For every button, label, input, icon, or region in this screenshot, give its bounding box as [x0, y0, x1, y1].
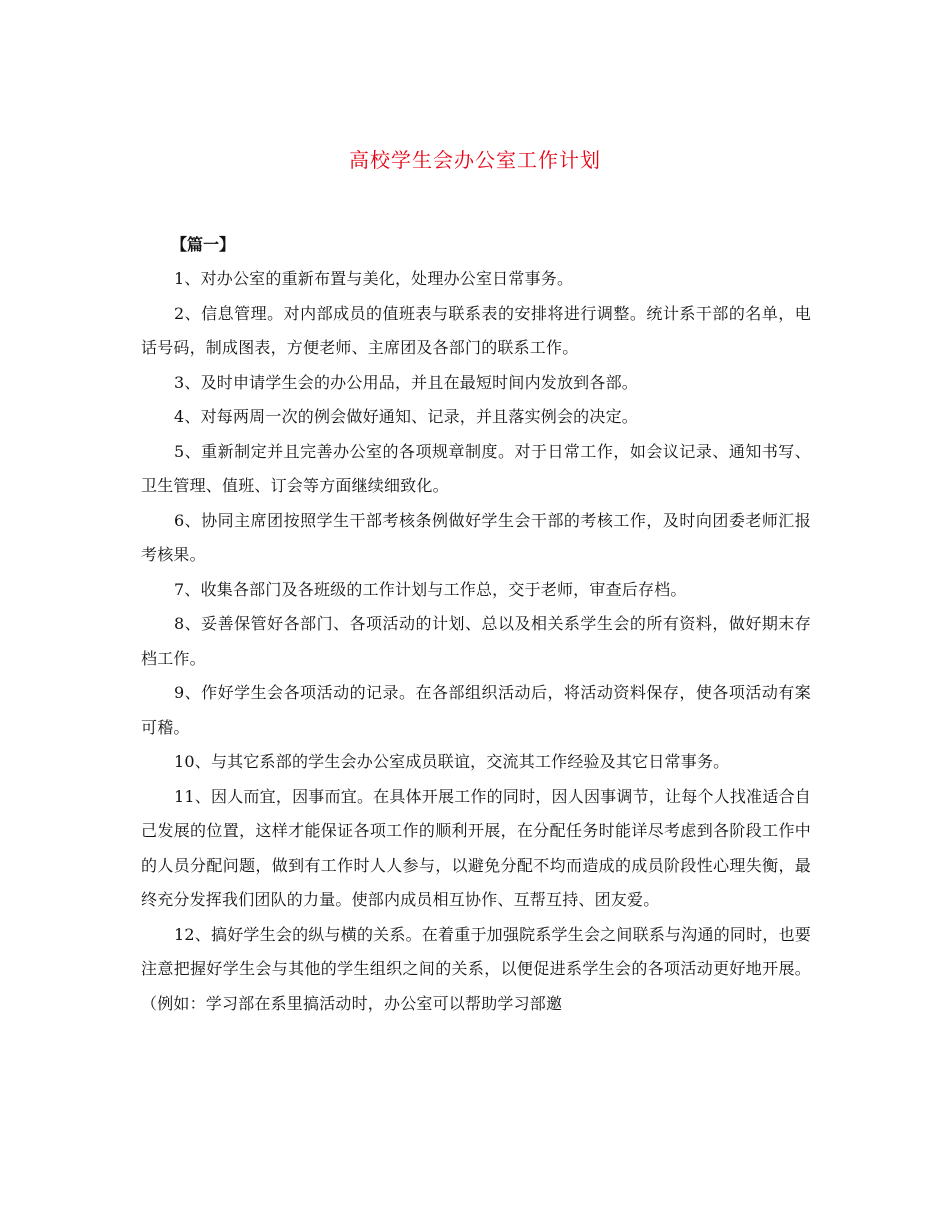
paragraph-2: 2、信息管理。对内部成员的值班表与联系表的安排将进行调整。统计系干部的名单，电话号码，制成图表，方便老师、主席团及各部门的联系工作。 [141, 303, 811, 357]
paragraph-3: 3、及时申请学生会的办公用品，并且在最短时间内发放到各部。 [174, 372, 638, 392]
paragraph-7: 7、收集各部门及各班级的工作计划与工作总，交于老师，审查后存档。 [174, 579, 687, 599]
section-heading: 【篇一】 [171, 235, 236, 254]
paragraph-6: 6、协同主席团按照学生干部考核条例做好学生会干部的考核工作，及时向团委老师汇报考核果。 [141, 510, 811, 564]
paragraph-8: 8、妥善保管好各部门、各项活动的计划、总以及相关系学生会的所有资料，做好期末存档工作。 [141, 614, 811, 668]
paragraph-11: 11、因人而宜，因事而宜。在具体开展工作的同时，因人因事调节，让每个人找准适合自己发展的位置，这样才能保证各项工作的顺利开展，在分配任务时能详尽考虑到各阶段工作中的人员分配问题，做到有工作时人人参与，以避免分配不均而造成的成员阶段性心理失衡，最终充分发挥我们团队的力量。使部内成员相互协作、互帮互持、团友爱。 [141, 786, 811, 909]
document-title: 高校学生会办公室工作计划 [349, 148, 601, 172]
paragraph-1: 1、对办公室的重新布置与美化，处理办公室日常事务。 [174, 269, 574, 288]
paragraph-4: 4、对每两周一次的例会做好通知、记录，并且落实例会的决定。 [174, 407, 638, 426]
paragraph-10: 10、与其它系部的学生会办公室成员联谊，交流其工作经验及其它日常事务。 [174, 752, 730, 771]
paragraph-12: 12、搞好学生会的纵与横的关系。在着重于加强院系学生会之间联系与沟通的同时，也要注意把握好学生会与其他的学生组织之间的关系，以便促进系学生会的各项活动更好地开展。（例如：学习部在系里搞活动时，办公室可以帮助学习部邀 [141, 924, 811, 1013]
paragraph-9: 9、作好学生会各项活动的记录。在各部组织活动后，将活动资料保存，使各项活动有案可稽。 [141, 683, 811, 737]
document-body [141, 228, 811, 1021]
paragraph-5: 5、重新制定并且完善办公室的各项规章制度。对于日常工作，如会议记录、通知书写、卫生管理、值班、订会等方面继续细致化。 [141, 441, 811, 495]
